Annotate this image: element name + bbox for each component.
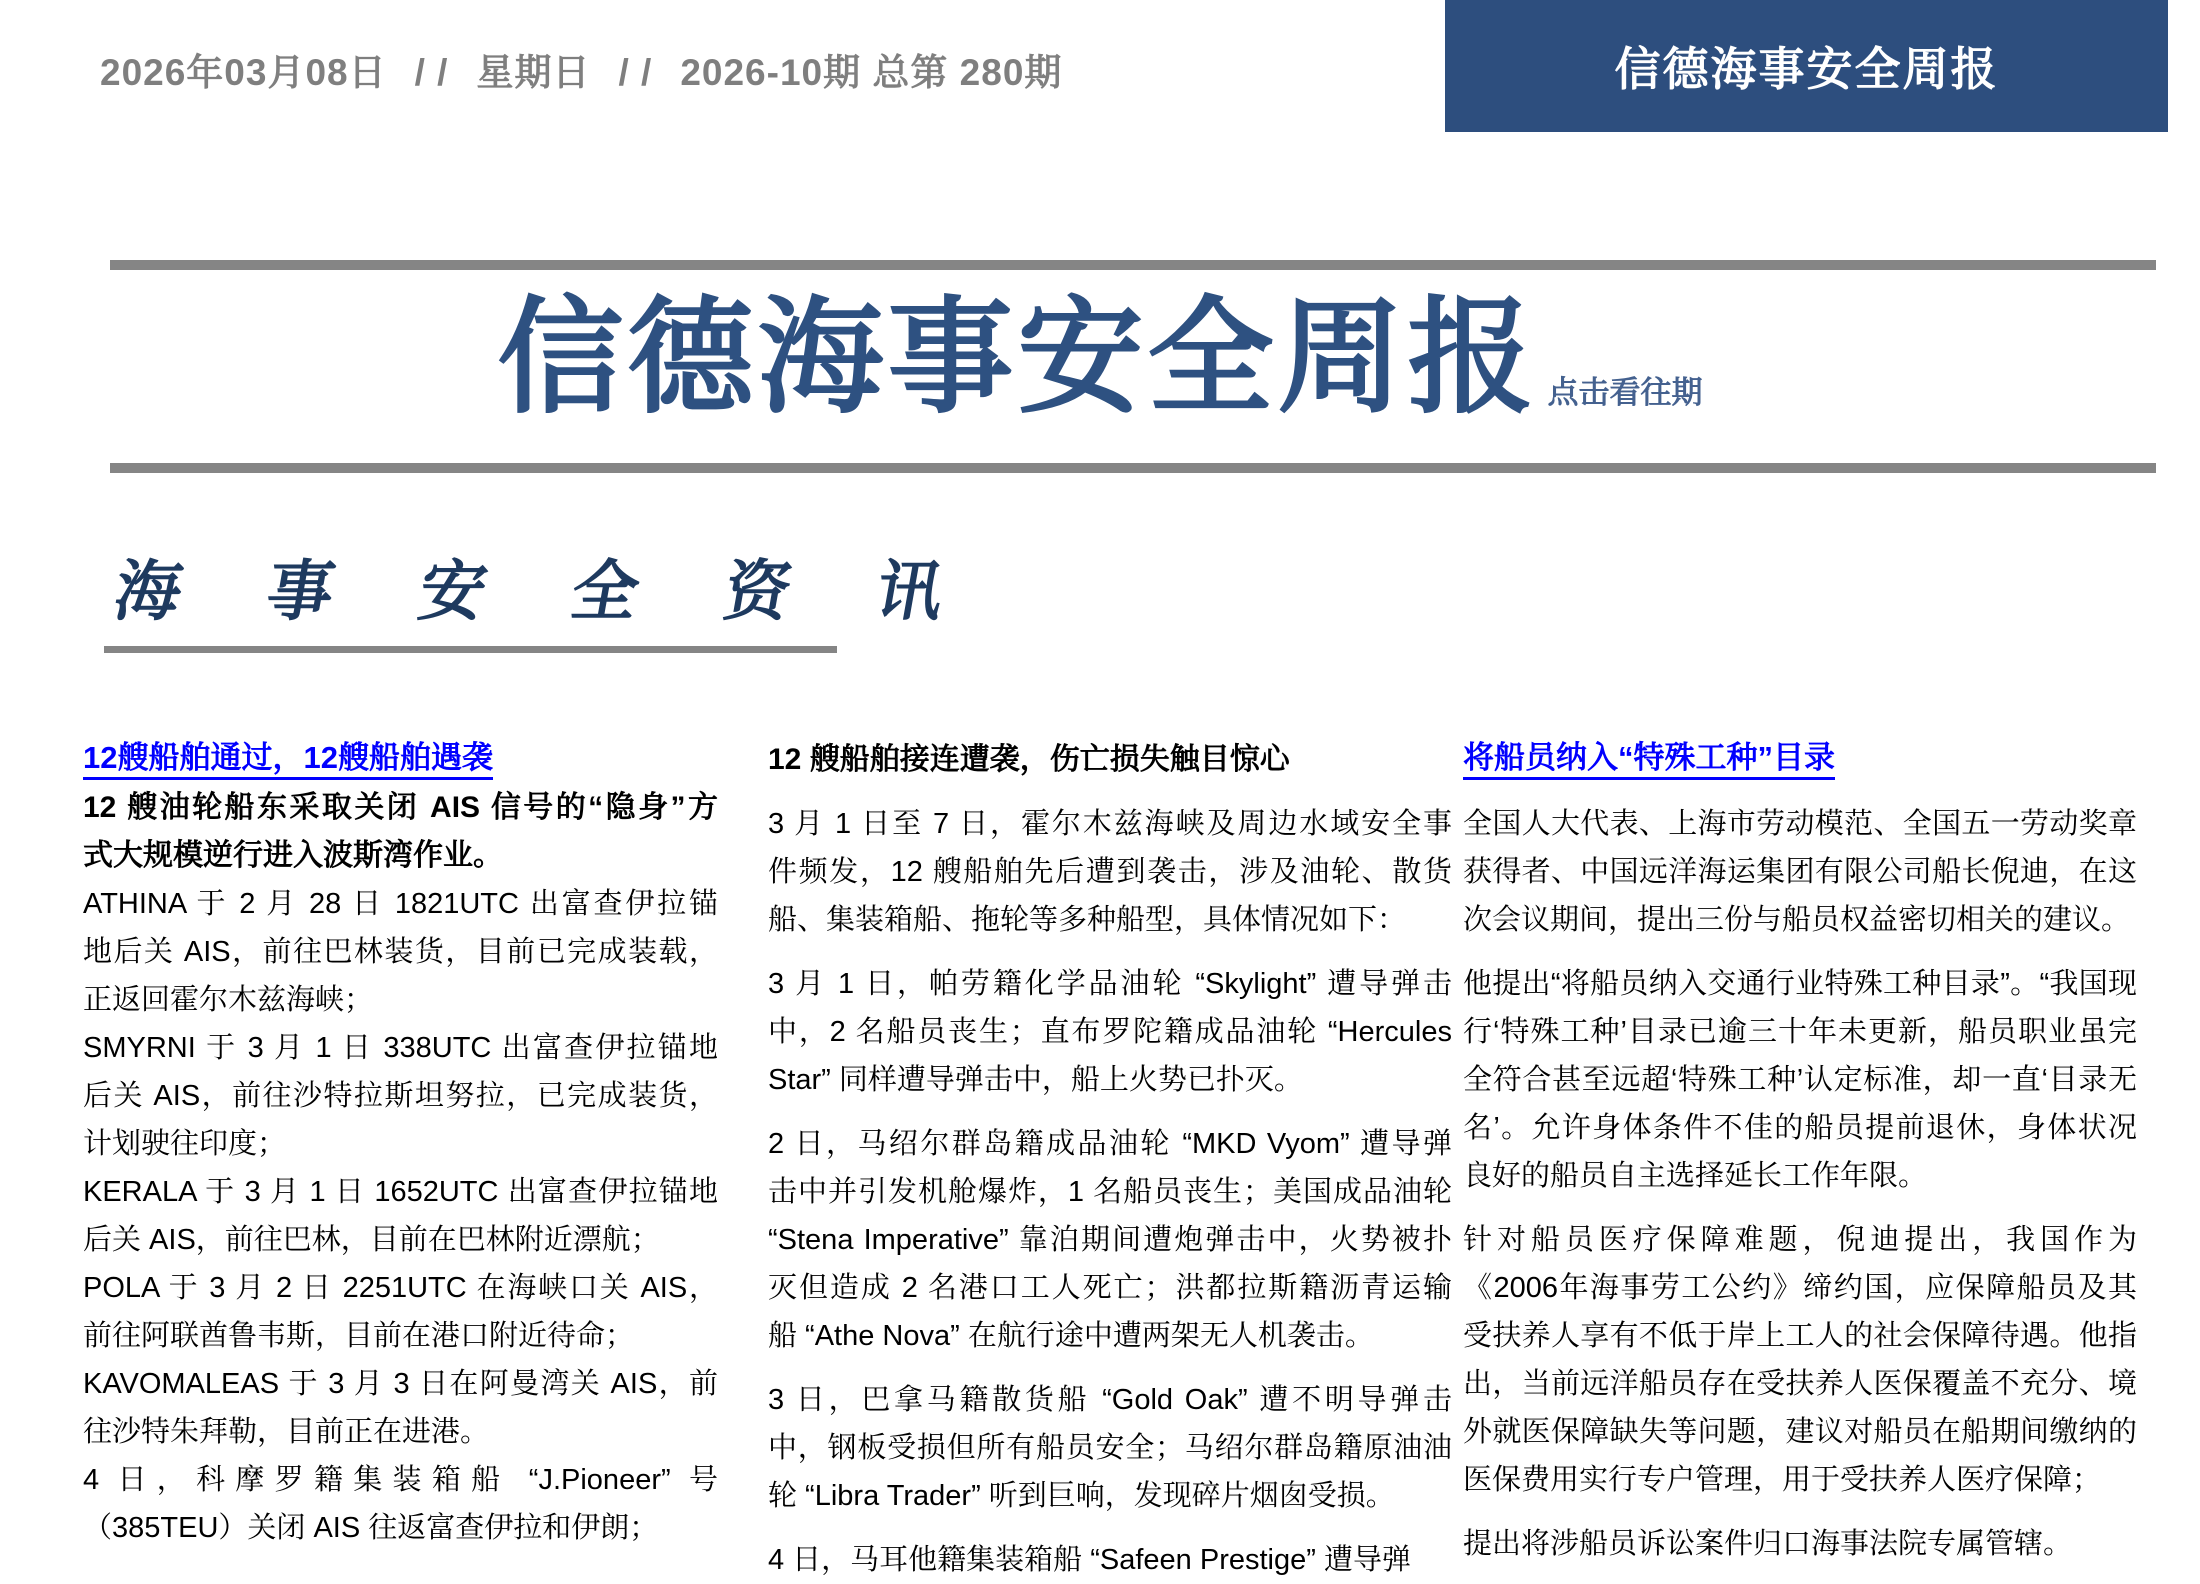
text-line: 提出将涉船员诉讼案件归口海事法院专属管辖。: [1463, 1528, 2073, 1560]
text-line: POLA 于 3 月 2 日 2251UTC 在海峡口关 AIS，: [83, 1272, 718, 1304]
text-line: 12 艘船舶接连遭袭，伤亡损失触目惊心: [768, 743, 1290, 776]
article-paragraph: [1463, 960, 2137, 1200]
text-line: Star” 同样遭导弹击中，船上火势已扑灭。: [768, 1064, 1303, 1096]
text-line: 击中并引发机舱爆炸，1 名船员丧生；美国成品油轮: [768, 1176, 1452, 1208]
article-link-text[interactable]: 将船员纳入“特殊工种”目录: [1463, 740, 1835, 780]
text-line: 船 “Athe Nova” 在航行途中遭两架无人机袭击。: [768, 1320, 1374, 1352]
date-separator: / /: [414, 52, 449, 93]
text-line: （385TEU）关闭 AIS 往返富查伊拉和伊朗；: [83, 1512, 659, 1544]
article-paragraph: [1463, 1520, 2137, 1568]
article-paragraph: [768, 1536, 1452, 1584]
text-line: 4 日，科摩罗籍集装箱船 “J.Pioneer” 号: [83, 1464, 718, 1496]
text-line: 受扶养人享有不低于岸上工人的社会保障待遇。他指: [1463, 1320, 2137, 1352]
text-line: 往沙特朱拜勒，目前正在进港。: [83, 1416, 490, 1448]
article-link[interactable]: [1463, 736, 2137, 784]
article-paragraph: [83, 1168, 718, 1264]
text-line: 后关 AIS，前往沙特拉斯坦努拉，已完成装货，: [83, 1080, 718, 1112]
text-line: 船、集装箱船、拖轮等多种船型，具体情况如下：: [768, 904, 1407, 936]
article-paragraph: [1463, 800, 2137, 944]
view-past-issues-link[interactable]: 点击看往期: [1547, 375, 1703, 410]
article-link[interactable]: [83, 736, 718, 784]
text-line: 3 日，巴拿马籍散货船 “Gold Oak” 遭不明导弹击: [768, 1384, 1452, 1416]
text-line: 中，2 名船员丧生；直布罗陀籍成品油轮 “Hercules: [768, 1016, 1452, 1048]
article-paragraph: [768, 800, 1452, 944]
section-underline: [104, 646, 837, 653]
issue-date: 2026年03月08日: [100, 52, 387, 93]
brand-title: 信德海事安全周报: [1614, 43, 1999, 95]
text-line: 医保费用实行专户管理，用于受扶养人医疗保障；: [1463, 1464, 2102, 1496]
text-line: KERALA 于 3 月 1 日 1652UTC 出富查伊拉锚地: [83, 1176, 718, 1208]
article-paragraph: [83, 1024, 718, 1168]
text-line: 全国人大代表、上海市劳动模范、全国五一劳动奖章: [1463, 808, 2137, 840]
article-paragraph: [83, 1264, 718, 1360]
text-line: 行‘特殊工种’目录已逾三十年未更新，船员职业虽完: [1463, 1016, 2137, 1048]
article-paragraph: [83, 1360, 718, 1456]
divider-bar-top: [110, 260, 2156, 270]
text-line: 轮 “Libra Trader” 听到巨响，发现碎片烟囱受损。: [768, 1480, 1395, 1512]
text-line: 中，钢板受损但所有船员安全；马绍尔群岛籍原油油: [768, 1432, 1452, 1464]
text-line[interactable]: [1463, 736, 2137, 784]
text-line: 出，当前远洋船员存在受扶养人医保覆盖不充分、境: [1463, 1368, 2137, 1400]
article-paragraph: [83, 1456, 718, 1552]
text-line: 12 艘油轮船东采取关闭 AIS 信号的“隐身”方: [83, 791, 718, 824]
article-paragraph: [83, 880, 718, 1024]
article-headline: [768, 736, 1452, 784]
issue-number: 2026-10期 总第 280期: [680, 52, 1063, 93]
text-line: 全符合甚至远超‘特殊工种’认定标准，却一直‘目录无: [1463, 1064, 2137, 1096]
text-line: 式大规模逆行进入波斯湾作业。: [83, 839, 503, 872]
text-line: 次会议期间，提出三份与船员权益密切相关的建议。: [1463, 904, 2131, 936]
text-line: 4 日，马耳他籍集装箱船 “Safeen Prestige” 遭导弹: [768, 1544, 1411, 1576]
text-line: 正返回霍尔木兹海峡；: [83, 984, 374, 1016]
brand-box: [1445, 0, 2168, 132]
text-line: 地后关 AIS，前往巴林装货，目前已完成装载，: [83, 936, 718, 968]
masthead-date-line: [100, 42, 1062, 96]
text-line: 计划驶往印度；: [83, 1128, 287, 1160]
text-line: 3 月 1 日至 7 日，霍尔木兹海峡及周边水域安全事: [768, 808, 1452, 840]
article-column-1: [83, 736, 718, 1552]
weekday: 星期日: [476, 52, 591, 93]
title-block: [0, 288, 2200, 428]
text-line: 获得者、中国远洋海运集团有限公司船长倪迪，在这: [1463, 856, 2137, 888]
article-column-2: [768, 736, 1452, 1584]
text-line: 良好的船员自主选择延长工作年限。: [1463, 1160, 1928, 1192]
text-line: SMYRNI 于 3 月 1 日 338UTC 出富查伊拉锚地: [83, 1032, 718, 1064]
date-separator: / /: [618, 52, 653, 93]
text-line: 件频发，12 艘船舶先后遭到袭击，涉及油轮、散货: [768, 856, 1452, 888]
text-line: 2 日，马绍尔群岛籍成品油轮 “MKD Vyom” 遭导弹: [768, 1128, 1452, 1160]
text-line: 《2006年海事劳工公约》缔约国，应保障船员及其: [1463, 1272, 2137, 1304]
article-paragraph: [768, 960, 1452, 1104]
text-line: “Stena Imperative” 靠泊期间遭炮弹击中，火势被扑: [768, 1224, 1452, 1256]
article-column-3: [1463, 736, 2137, 1568]
article-paragraph: [1463, 1216, 2137, 1504]
text-line: ATHINA 于 2 月 28 日 1821UTC 出富查伊拉锚: [83, 888, 718, 920]
text-line: 前往阿联酋鲁韦斯，目前在港口附近待命；: [83, 1320, 635, 1352]
text-line: 3 月 1 日，帕劳籍化学品油轮 “Skylight” 遭导弹击: [768, 968, 1452, 1000]
article-paragraph: [768, 1120, 1452, 1360]
text-line: 外就医保障缺失等问题，建议对船员在船期间缴纳的: [1463, 1416, 2137, 1448]
text-line: KAVOMALEAS 于 3 月 3 日在阿曼湾关 AIS，前: [83, 1368, 718, 1400]
newsletter-title: 信德海事安全周报: [497, 287, 1538, 428]
text-line: 名’。允许身体条件不佳的船员提前退休，身体状况: [1463, 1112, 2137, 1144]
text-line: 针对船员医疗保障难题，倪迪提出，我国作为: [1463, 1224, 2137, 1256]
text-line: 灭但造成 2 名港口工人死亡；洪都拉斯籍沥青运输: [768, 1272, 1452, 1304]
text-line: 后关 AIS，前往巴林，目前在巴林附近漂航；: [83, 1224, 660, 1256]
section-title: 海 事 安 全 资 讯: [108, 554, 984, 628]
divider-bar-bottom: [110, 463, 2156, 473]
article-link-text[interactable]: 12艘船舶通过，12艘船舶遇袭: [83, 740, 493, 780]
text-line: 他提出“将船员纳入交通行业特殊工种目录”。“我国现: [1463, 968, 2137, 1000]
article-paragraph: [768, 1376, 1452, 1520]
text-line[interactable]: [83, 736, 718, 784]
article-headline: [83, 784, 718, 880]
